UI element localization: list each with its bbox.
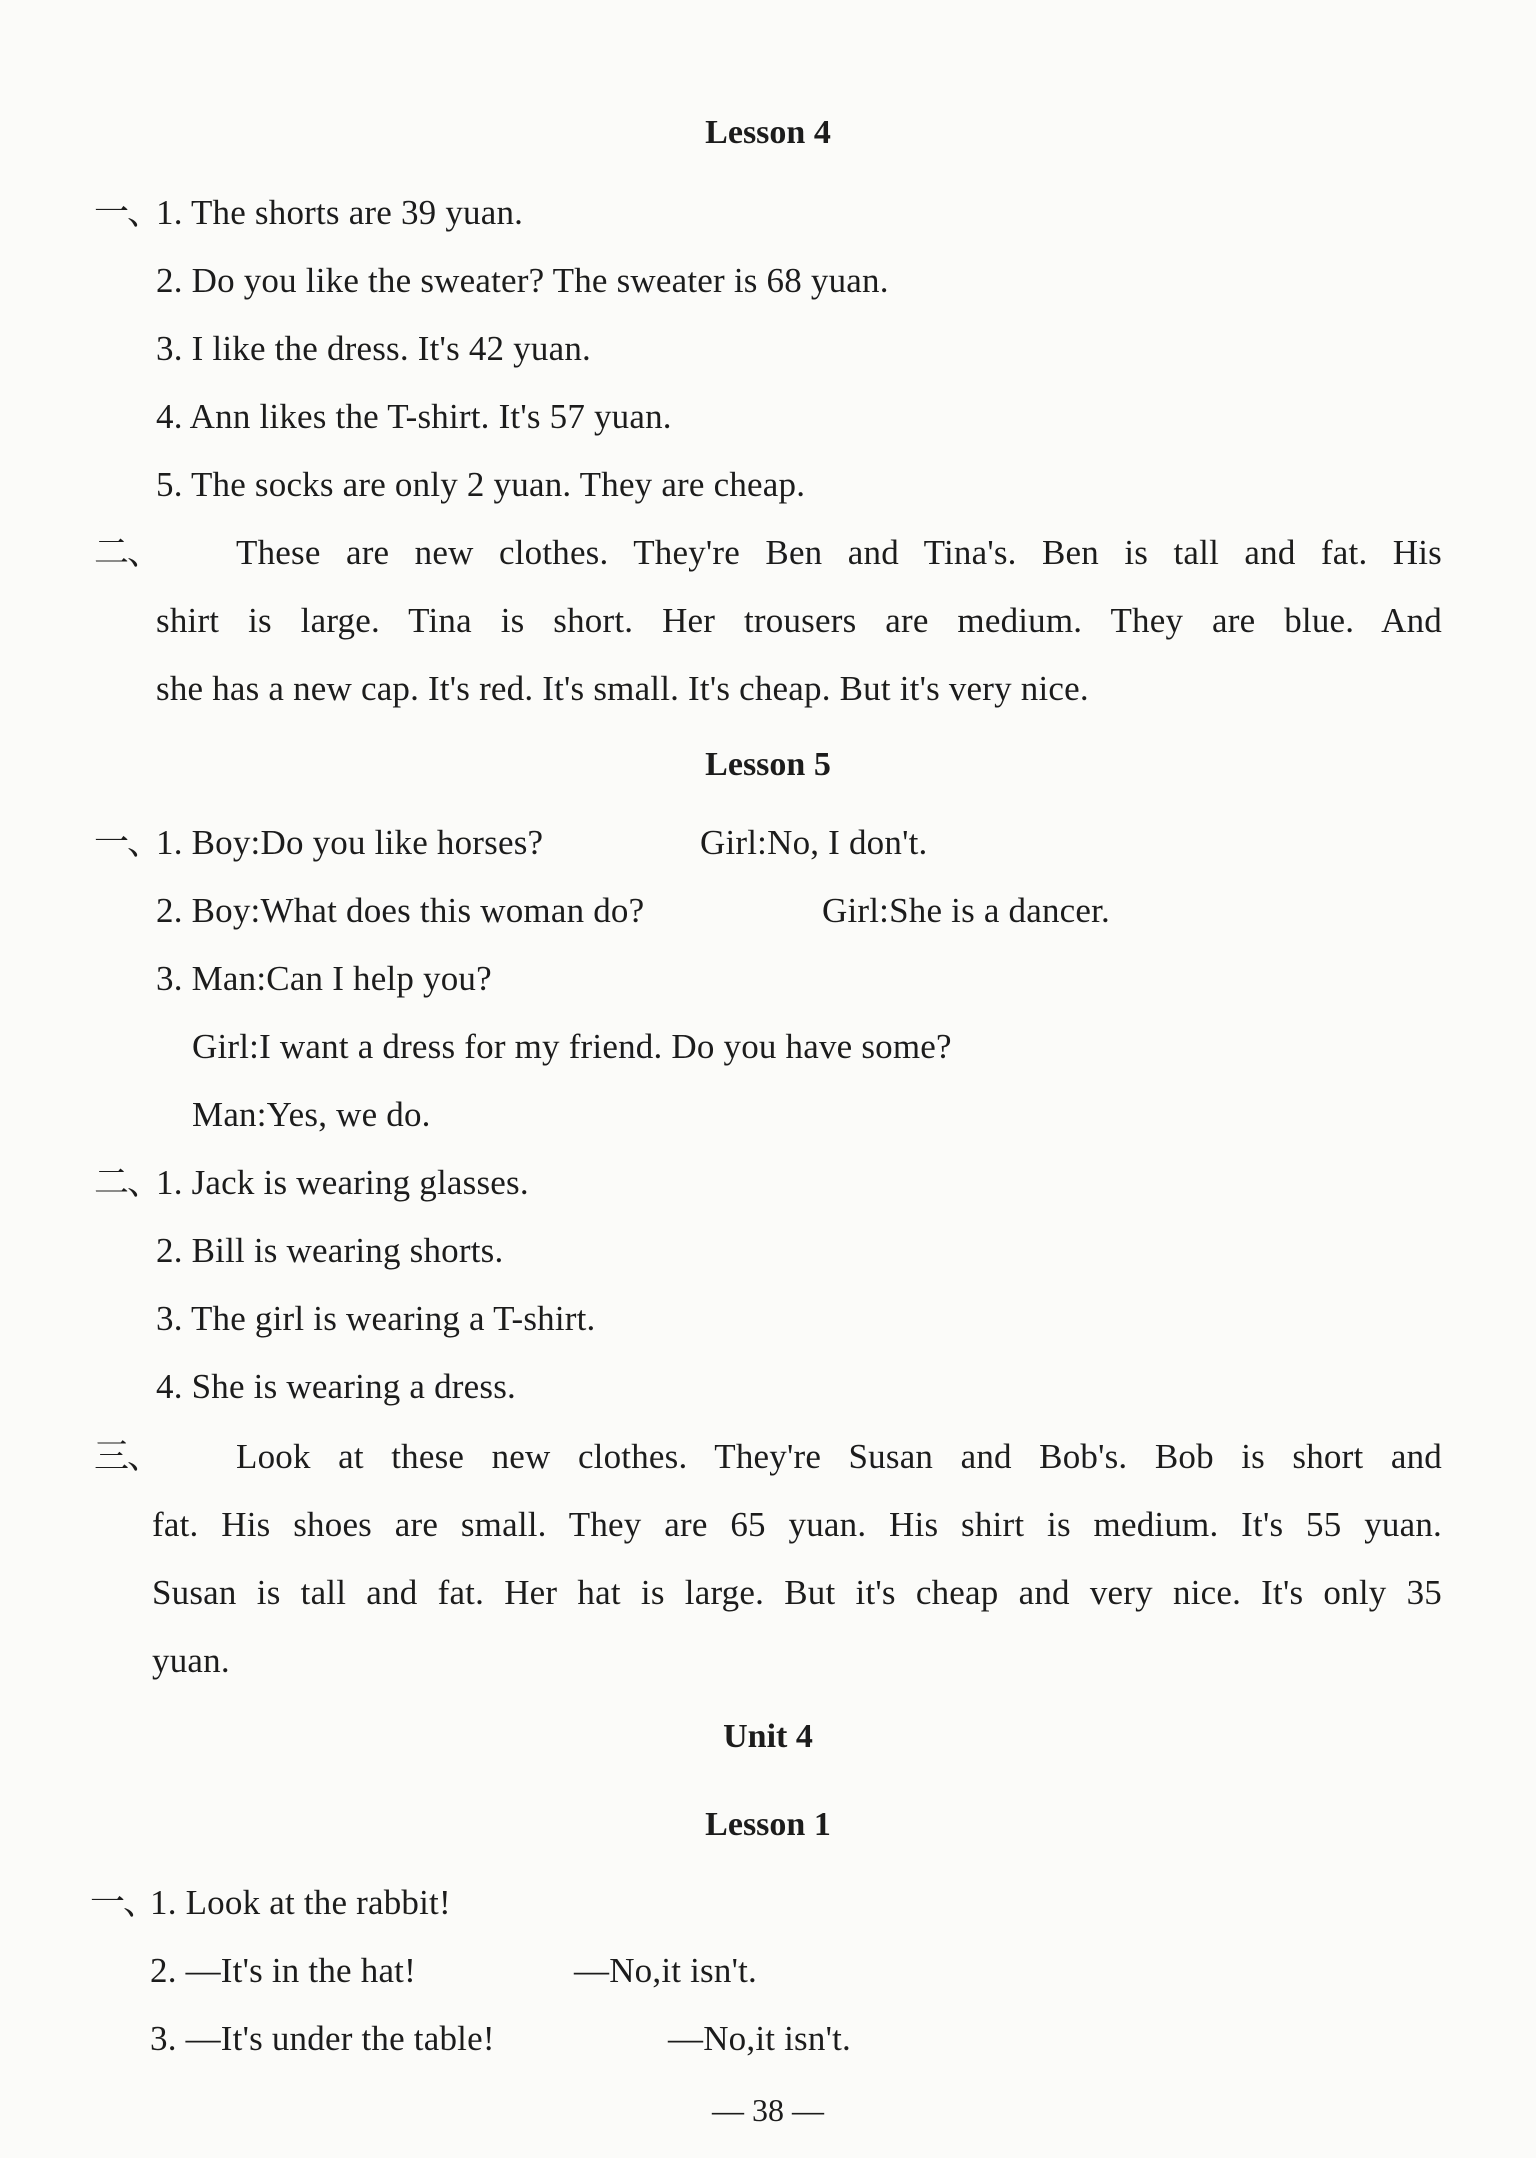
- dialogue-boy: 1. Boy:Do you like horses?: [156, 823, 544, 862]
- answer-line: —No,it isn't.: [668, 2019, 851, 2058]
- paragraph-line: Look at these new clothes. They're Susan and Bob's. Bob is short and: [236, 1437, 1442, 1476]
- section-marker-1: 一、: [90, 1883, 157, 1923]
- paragraph-line: yuan.: [152, 1641, 230, 1680]
- unit-4-heading: Unit 4: [723, 1718, 813, 1755]
- answer-line: 1. The shorts are 39 yuan.: [156, 193, 524, 232]
- answer-line: 1. Look at the rabbit!: [150, 1883, 451, 1922]
- dialogue-man: 3. Man:Can I help you?: [156, 959, 492, 998]
- dialogue-man: Man:Yes, we do.: [192, 1095, 431, 1134]
- paragraph-line: fat. His shoes are small. They are 65 yuan. His shirt is medium. It's 55 yuan.: [152, 1505, 1442, 1544]
- paragraph-line: These are new clothes. They're Ben and Tina's. Ben is tall and fat. His: [236, 533, 1442, 572]
- section-marker-2: 二、: [94, 1163, 161, 1203]
- lesson-5-heading: Lesson 5: [705, 746, 831, 783]
- paragraph-line: shirt is large. Tina is short. Her trousers are medium. They are blue. And: [156, 601, 1442, 640]
- answer-line: 5. The socks are only 2 yuan. They are cheap.: [156, 465, 806, 504]
- answer-line: 3. The girl is wearing a T-shirt.: [156, 1299, 596, 1338]
- answer-line: 3. —It's under the table!: [150, 2019, 495, 2058]
- answer-line: 4. Ann likes the T-shirt. It's 57 yuan.: [156, 397, 672, 436]
- answer-line: 2. Bill is wearing shorts.: [156, 1231, 504, 1270]
- page-number: — 38 —: [712, 2092, 824, 2128]
- lesson-1-heading: Lesson 1: [705, 1806, 831, 1843]
- answer-line: 1. Jack is wearing glasses.: [156, 1163, 529, 1202]
- dialogue-girl: Girl:She is a dancer.: [822, 891, 1111, 930]
- answer-line: 2. Do you like the sweater? The sweater is 68 yuan.: [156, 261, 889, 300]
- answer-line: 3. I like the dress. It's 42 yuan.: [156, 329, 591, 368]
- lesson-4-heading: Lesson 4: [705, 114, 831, 151]
- answer-line: 4. She is wearing a dress.: [156, 1367, 516, 1406]
- section-marker-2: 二、: [94, 533, 161, 573]
- section-marker-1: 一、: [94, 193, 161, 233]
- answer-line: —No,it isn't.: [574, 1951, 757, 1990]
- section-marker-3: 三、: [94, 1437, 161, 1477]
- dialogue-boy: 2. Boy:What does this woman do?: [156, 891, 645, 930]
- dialogue-girl: Girl:I want a dress for my friend. Do you have some?: [192, 1027, 952, 1066]
- section-marker-1: 一、: [94, 823, 161, 863]
- paragraph-line: Susan is tall and fat. Her hat is large. But it's cheap and very nice. It's only 35: [152, 1573, 1442, 1612]
- paragraph-line: she has a new cap. It's red. It's small. It's cheap. But it's very nice.: [156, 669, 1089, 708]
- answer-line: 2. —It's in the hat!: [150, 1951, 416, 1990]
- dialogue-girl: Girl:No, I don't.: [700, 823, 928, 862]
